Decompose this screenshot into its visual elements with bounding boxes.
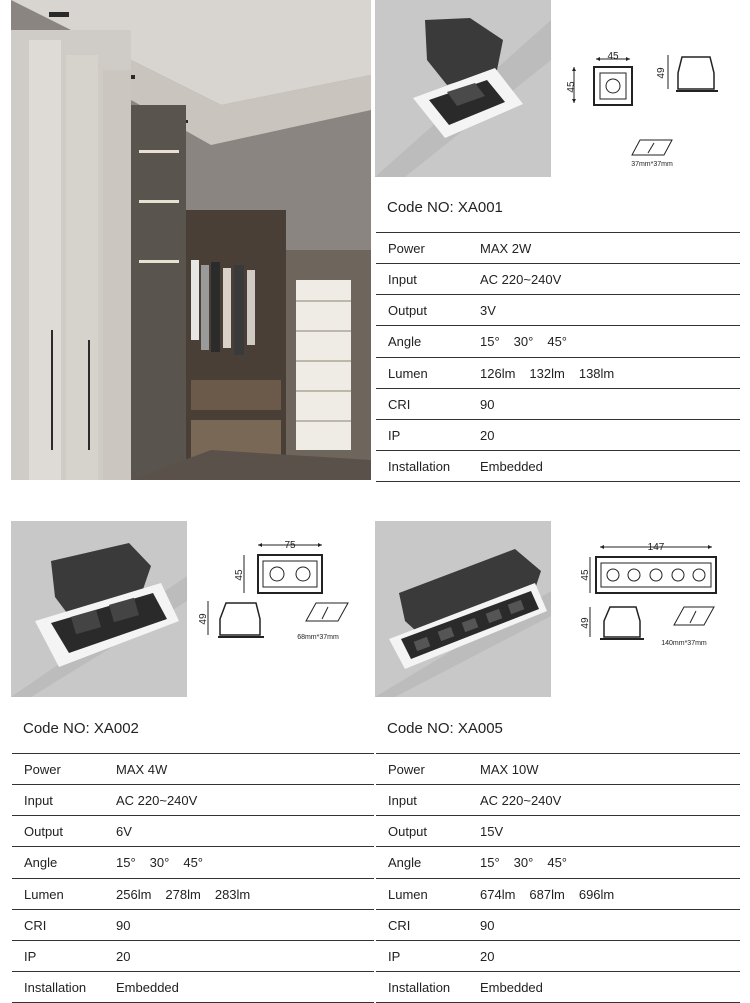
spec-key: Input [388,792,417,808]
spec-value [480,420,740,451]
spec-row [376,264,740,295]
spec-value [480,847,740,879]
spec-value-item: 90 [480,396,495,412]
spec-row [376,420,740,451]
cutout-label: 140mm*37mm [661,640,707,647]
dimension-diagram-xa002 [198,535,368,660]
spec-value [116,879,374,910]
height-label: 45 [234,569,245,581]
spec-value [480,972,740,1003]
spec-key: Input [388,271,417,287]
spec-key: IP [24,948,37,964]
spec-value-item: MAX 10W [480,761,539,777]
spec-key: Lumen [388,886,428,902]
cutout-label: 68mm*37mm [297,634,339,641]
spec-table-xa002 [12,753,374,1003]
spec-key: Output [388,823,428,839]
room-interior-photo [11,0,371,480]
spec-value-item: 15° [116,855,136,870]
spec-row [376,785,740,816]
dimension-diagram-xa005 [580,535,740,660]
spec-value [480,326,740,358]
spec-value [116,910,374,941]
spec-row [376,451,740,482]
product-code-xa002: Code NO: XA002 [23,720,139,737]
spec-value-item: 20 [480,427,495,443]
spec-value-item: 90 [480,917,495,933]
spec-row [12,847,374,879]
spec-value-item: Embedded [480,458,543,474]
height-label: 45 [580,569,591,581]
product-photo-xa005 [375,521,551,697]
spec-value [116,785,374,816]
product-code-xa001: Code NO: XA001 [387,199,503,216]
spec-value-item: 30° [513,334,534,349]
spec-key: IP [388,427,401,443]
spec-row [376,389,740,420]
spec-value [480,910,740,941]
product-photo-xa002 [11,521,187,697]
spec-key: Angle [388,334,422,349]
spec-value-item: 6V [116,823,132,839]
spec-key: Output [388,302,428,318]
spec-value-item: 30° [513,855,534,870]
spec-value-item: 138lm [578,365,615,381]
spec-value-item: 687lm [529,886,565,902]
spec-table-xa005 [376,753,740,1003]
spec-key: Power [24,761,61,777]
spec-key: Installation [24,979,87,995]
spec-value-item: MAX 4W [116,761,168,777]
spec-key: Angle [388,855,422,870]
spec-value-item: AC 220~240V [480,271,562,287]
cutout-label: 37mm*37mm [631,161,673,168]
spec-value-item: 15° [480,334,500,349]
spec-row [376,233,740,264]
spec-value [480,941,740,972]
spec-value-item: 126lm [480,365,516,381]
spec-value-item: 30° [149,855,170,870]
spec-key: Power [388,240,425,256]
spec-row [376,358,740,389]
product-photo-xa001 [375,0,551,177]
spec-value [480,451,740,482]
spec-value [116,847,374,879]
spec-table-xa001 [376,232,740,482]
spec-value-item: 256lm [116,886,152,902]
spec-value [480,879,740,910]
spec-key: Output [24,823,64,839]
spec-value [480,389,740,420]
spec-key: Lumen [24,886,64,902]
spec-value-item: AC 220~240V [116,792,198,808]
spec-key: CRI [24,917,47,933]
spec-value [116,972,374,1003]
spec-row [376,941,740,972]
spec-value [116,941,374,972]
spec-value [480,785,740,816]
spec-key: CRI [388,396,411,412]
spec-row [12,879,374,910]
spec-row [376,326,740,358]
spec-value-item: MAX 2W [480,240,532,256]
spec-value-item: 90 [116,917,131,933]
spec-key: Input [24,792,53,808]
depth-label: 49 [198,613,209,625]
spec-value-item: 45° [547,334,568,349]
spec-value-item: 283lm [214,886,251,902]
spec-row [12,754,374,785]
spec-row [12,816,374,847]
width-label: 75 [284,540,296,551]
width-label: 45 [607,51,619,62]
spec-value-item: 696lm [578,886,615,902]
spec-row [376,754,740,785]
spec-value [480,264,740,295]
spec-row [376,910,740,941]
spec-value [480,233,740,264]
spec-key: Power [388,761,425,777]
product-code-xa005: Code NO: XA005 [387,720,503,737]
spec-row [376,847,740,879]
spec-key: Installation [388,458,451,474]
spec-row [376,972,740,1003]
spec-value-item: AC 220~240V [480,792,562,808]
spec-key: CRI [388,917,411,933]
spec-value-item: Embedded [116,979,179,995]
spec-value [480,754,740,785]
spec-value [480,295,740,326]
spec-row [12,972,374,1003]
spec-value-item: 45° [547,855,568,870]
spec-value [480,816,740,847]
spec-row [12,785,374,816]
spec-row [12,941,374,972]
spec-value-item: 3V [480,302,496,318]
spec-row [376,879,740,910]
spec-key: Lumen [388,365,428,381]
spec-row [12,910,374,941]
spec-value-item: 278lm [165,886,201,902]
spec-value-item: 674lm [480,886,516,902]
spec-value-item: 45° [183,855,204,870]
spec-value-item: 20 [480,948,495,964]
spec-row [376,816,740,847]
spec-value-item: 132lm [529,365,565,381]
width-label: 147 [647,542,665,553]
spec-value-item: 15° [480,855,500,870]
spec-value [116,816,374,847]
dimension-diagram-xa001 [560,45,740,170]
depth-label: 49 [580,617,591,629]
spec-value-item: 20 [116,948,131,964]
spec-value [116,754,374,785]
spec-key: Installation [388,979,451,995]
depth-label: 49 [656,67,667,79]
spec-key: IP [388,948,401,964]
spec-row [376,295,740,326]
spec-value-item: 15V [480,823,504,839]
spec-value [480,358,740,389]
height-label: 45 [566,81,577,93]
spec-value-item: Embedded [480,979,543,995]
spec-key: Angle [24,855,58,870]
